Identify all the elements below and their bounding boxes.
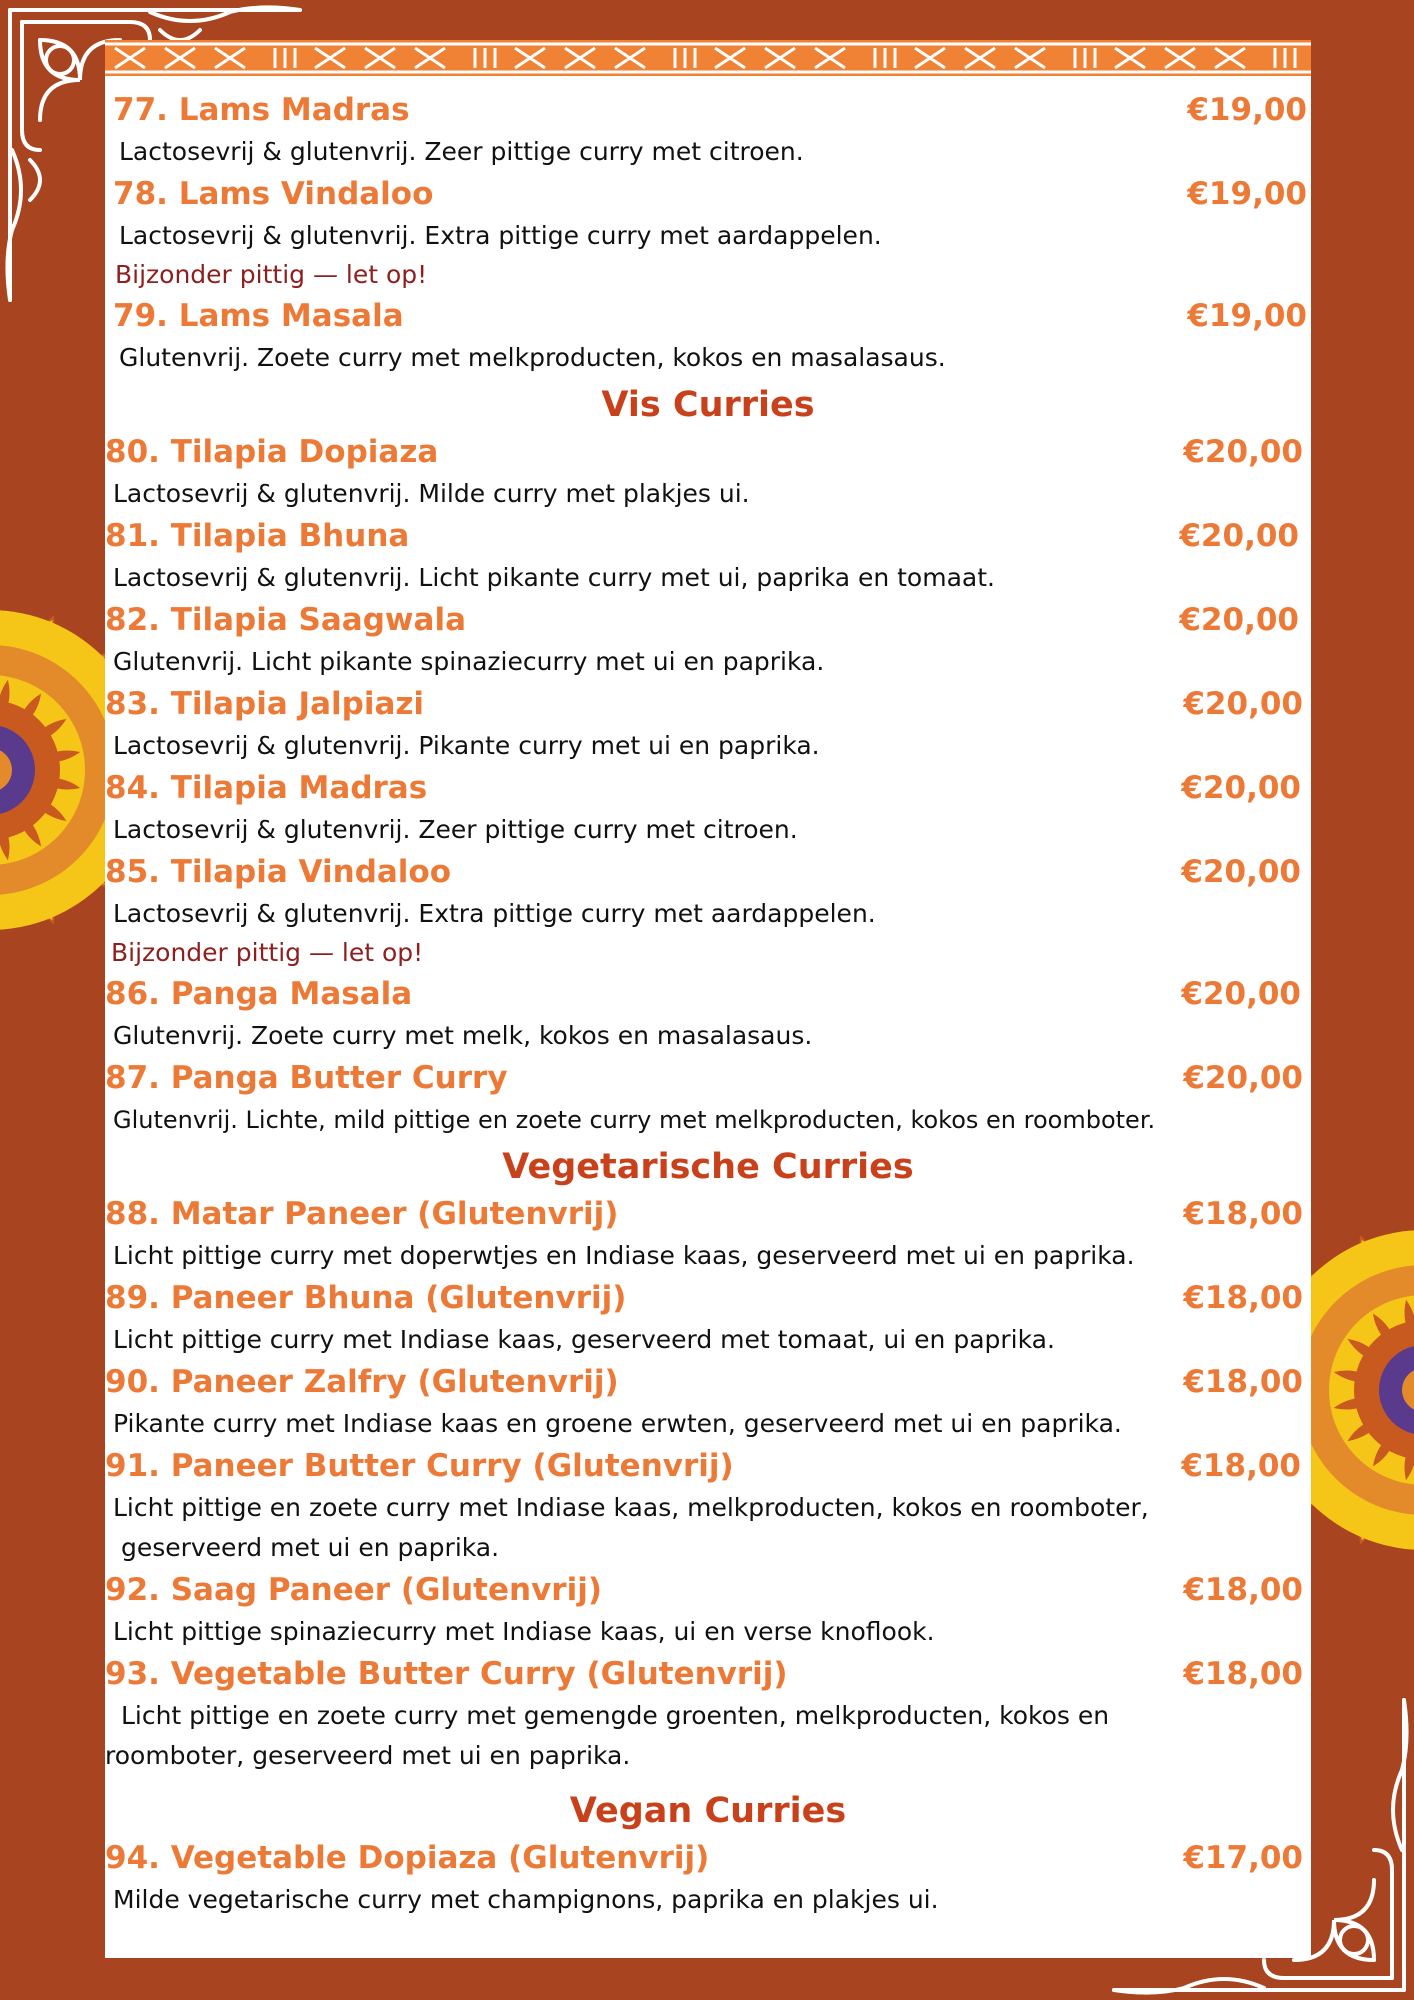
spice-warning: Bijzonder pittig — let op!: [115, 260, 428, 289]
item-price: €20,00: [1183, 1060, 1303, 1096]
item-name: 88. Matar Paneer (Glutenvrij): [105, 1196, 619, 1232]
decorative-border-band: [105, 40, 1311, 76]
item-price: €18,00: [1183, 1196, 1303, 1232]
item-description: Lactosevrij & glutenvrij. Milde curry met plakjes ui.: [113, 479, 750, 508]
menu-panel: [105, 40, 1311, 1958]
item-description: Licht pittige en zoete curry met gemengde groenten, melkproducten, kokos en: [113, 1701, 1110, 1730]
menu-item-header: [105, 1276, 1311, 1320]
item-name: 86. Panga Masala: [105, 976, 413, 1012]
item-price: €20,00: [1179, 518, 1299, 554]
item-name: 77. Lams Madras: [113, 92, 410, 128]
item-name: 83. Tilapia Jalpiazi: [105, 686, 425, 722]
menu-items: [105, 88, 1311, 1920]
item-description: Glutenvrij. Licht pikante spinaziecurry met ui en paprika.: [113, 647, 825, 676]
item-price: €20,00: [1183, 686, 1303, 722]
menu-item-header: [105, 430, 1311, 474]
item-description: Glutenvrij. Zoete curry met melkproducten, kokos en masalasaus.: [119, 343, 946, 372]
menu-item-header: [105, 1360, 1311, 1404]
item-price: €18,00: [1183, 1280, 1303, 1316]
item-price: €18,00: [1183, 1656, 1303, 1692]
item-description: Glutenvrij. Lichte, mild pittige en zoete curry met melkproducten, kokos en roomboter.: [113, 1106, 1156, 1134]
item-name: 85. Tilapia Vindaloo: [105, 854, 452, 890]
item-price: €18,00: [1183, 1364, 1303, 1400]
spice-warning: Bijzonder pittig — let op!: [111, 938, 424, 967]
item-description: Lactosevrij & glutenvrij. Pikante curry met ui en paprika.: [113, 731, 820, 760]
menu-item-header: [105, 850, 1311, 894]
item-description: Licht pittige en zoete curry met Indiase kaas, melkproducten, kokos en roomboter,: [113, 1493, 1149, 1522]
section-title-vegan: Vegan Curries: [569, 1791, 847, 1831]
mandala-flower-icon: [1294, 1220, 1414, 1560]
section-title-vegetarisch: Vegetarische Curries: [502, 1147, 914, 1187]
menu-item-header: [105, 682, 1311, 726]
item-name: 87. Panga Butter Curry: [105, 1060, 508, 1096]
mandala-flower-icon: [0, 600, 120, 940]
item-description: Milde vegetarische curry met champignons, paprika en plakjes ui.: [113, 1885, 939, 1914]
menu-item-header: [105, 172, 1311, 216]
menu-item-header: [105, 1836, 1311, 1880]
menu-item-header: [105, 294, 1311, 338]
menu-item-header: [105, 1192, 1311, 1236]
item-description-continued: geserveerd met ui en paprika.: [113, 1533, 500, 1562]
item-description: Lactosevrij & glutenvrij. Extra pittige curry met aardappelen.: [119, 221, 882, 250]
item-name: 79. Lams Masala: [113, 298, 404, 334]
item-description: Lactosevrij & glutenvrij. Licht pikante curry met ui, paprika en tomaat.: [113, 563, 995, 592]
menu-item-header: [105, 598, 1311, 642]
menu-item-header: [105, 514, 1311, 558]
item-price: €20,00: [1183, 434, 1303, 470]
item-name: 84. Tilapia Madras: [105, 770, 428, 806]
item-name: 93. Vegetable Butter Curry (Glutenvrij): [105, 1656, 788, 1692]
item-description: Licht pittige curry met doperwtjes en Indiase kaas, geserveerd met ui en paprika.: [113, 1241, 1135, 1270]
item-price: €20,00: [1181, 770, 1301, 806]
menu-item-header: [105, 766, 1311, 810]
item-description: Lactosevrij & glutenvrij. Extra pittige curry met aardappelen.: [113, 899, 876, 928]
item-name: 92. Saag Paneer (Glutenvrij): [105, 1572, 602, 1608]
item-name: 91. Paneer Butter Curry (Glutenvrij): [105, 1448, 734, 1484]
item-price: €17,00: [1183, 1840, 1303, 1876]
item-name: 94. Vegetable Dopiaza (Glutenvrij): [105, 1840, 710, 1876]
item-name: 90. Paneer Zalfry (Glutenvrij): [105, 1364, 619, 1400]
section-title-vis: Vis Curries: [601, 385, 815, 425]
item-price: €19,00: [1187, 176, 1307, 212]
item-description: Licht pittige curry met Indiase kaas, geserveerd met tomaat, ui en paprika.: [113, 1325, 1055, 1354]
item-description: Pikante curry met Indiase kaas en groene erwten, geserveerd met ui en paprika.: [113, 1409, 1122, 1438]
item-price: €19,00: [1187, 298, 1307, 334]
item-description: Glutenvrij. Zoete curry met melk, kokos en masalasaus.: [113, 1021, 813, 1050]
menu-item-header: [105, 1444, 1311, 1488]
menu-item-header: [105, 1056, 1311, 1100]
item-description: Lactosevrij & glutenvrij. Zeer pittige curry met citroen.: [113, 815, 798, 844]
item-name: 80. Tilapia Dopiaza: [105, 434, 439, 470]
item-price: €18,00: [1181, 1448, 1301, 1484]
item-name: 78. Lams Vindaloo: [113, 176, 434, 212]
item-price: €20,00: [1179, 602, 1299, 638]
item-name: 81. Tilapia Bhuna: [105, 518, 410, 554]
item-name: 82. Tilapia Saagwala: [105, 602, 467, 638]
menu-item-header: [105, 1568, 1311, 1612]
item-price: €20,00: [1181, 854, 1301, 890]
menu-item-header: [105, 1652, 1311, 1696]
menu-item-header: [105, 88, 1311, 132]
item-price: €18,00: [1183, 1572, 1303, 1608]
item-description: Licht pittige spinaziecurry met Indiase kaas, ui en verse knoflook.: [113, 1617, 935, 1646]
item-name: 89. Paneer Bhuna (Glutenvrij): [105, 1280, 627, 1316]
item-price: €20,00: [1181, 976, 1301, 1012]
menu-item-header: [105, 972, 1311, 1016]
item-price: €19,00: [1187, 92, 1307, 128]
item-description: Lactosevrij & glutenvrij. Zeer pittige curry met citroen.: [119, 137, 804, 166]
item-description-continued: roomboter, geserveerd met ui en paprika.: [105, 1741, 631, 1770]
